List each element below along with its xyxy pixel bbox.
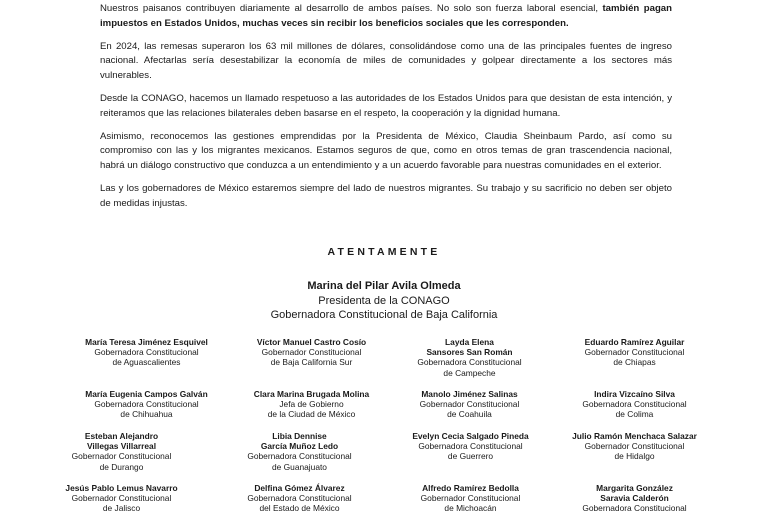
signatory: Manolo Jiménez Salinas Gobernador Constitucional de Coahuila	[419, 389, 520, 420]
paragraph: En 2024, las remesas superaron los 63 mil millones de dólares, consolidándose como una de las principales fuentes de ingreso nacional. Afectarlas sería desestabilizar la economía de miles de comunidades y golpear directamente a los sectores más vulnerables.	[100, 40, 672, 81]
signatory: Jesús Pablo Lemus Navarro Gobernador Constitucional de Jalisco	[65, 483, 178, 512]
signatory: Indira Vizcaíno Silva Gobernadora Constitucional de Colima	[582, 389, 687, 420]
paragraph: Desde la CONAGO, hacemos un llamado respetuoso a las autoridades de los Estados Unidos para que desistan de esta intención, y reiteramos que las relaciones bilaterales deben basarse en el respeto, la cooperación y la dignidad humana.	[100, 92, 672, 119]
signatory: Clara Marina Brugada Molina Jefa de Gobierno de la Ciudad de México	[253, 389, 370, 420]
signatory: Julio Ramón Menchaca Salazar Gobernador Constitucional de Hidalgo	[572, 431, 697, 462]
signatory: María Teresa Jiménez Esquivel Gobernadora Constitucional de Aguascalientes	[85, 337, 208, 368]
signatory: Delfina Gómez Álvarez Gobernadora Constitucional del Estado de México	[247, 483, 352, 512]
signatory: Víctor Manuel Castro Cosío Gobernador Constitucional de Baja California Sur	[256, 337, 367, 368]
signatory: Evelyn Cecia Salgado Pineda Gobernadora Constitucional de Guerrero	[412, 431, 529, 462]
signatory: Eduardo Ramírez Aguilar Gobernador Constitucional de Chiapas	[584, 337, 685, 368]
signatory: Esteban Alejandro Villegas Villarreal Gobernador Constitucional de Durango	[71, 431, 172, 472]
closing-salutation: ATENTAMENTE	[327, 246, 441, 258]
paragraph: Nuestros paisanos contribuyen diariamente al desarrollo de ambos países. No solo son fuerza laboral esencial, también pagan impuestos en Estados Unidos, muchas veces sin recibir los beneficios sociales que les corresponden.	[100, 3, 673, 29]
letter-body	[100, 2, 672, 220]
signatory: Libia Dennise García Muñoz Ledo Gobernadora Constitucional de Guanajuato	[247, 431, 352, 472]
paragraph: Las y los gobernadores de México estaremos siempre del lado de nuestros migrantes. Su trabajo y su sacrificio no deben ser objeto de medidas injustas.	[100, 182, 672, 209]
president-signature-block	[0, 279, 768, 323]
signatory: María Eugenia Campos Galván Gobernadora Constitucional de Chihuahua	[85, 389, 208, 420]
president-name: Marina del Pilar Avila Olmeda	[307, 280, 461, 292]
paragraph: Asimismo, reconocemos las gestiones emprendidas por la Presidenta de México, Claudia Sheinbaum Pardo, así como su compromiso con las y los migrantes mexicanos. Estamos seguros de que, como en otros temas de gran trascendencia nacional, habrá un diálogo constructivo que conduzca a un entendimiento y a un acuerdo favorable para nuestras comunidades en el exterior.	[100, 130, 672, 171]
signatory: Alfredo Ramírez Bedolla Gobernador Constitucional de Michoacán	[420, 483, 521, 512]
president-role: Gobernadora Constitucional de Baja California	[270, 309, 498, 321]
president-title: Presidenta de la CONAGO	[318, 294, 450, 307]
signatory: Layda Elena Sansores San Román Gobernadora Constitucional de Campeche	[417, 337, 522, 378]
signatory: Margarita González Saravia Calderón Gobernadora Constitucional	[582, 483, 687, 512]
